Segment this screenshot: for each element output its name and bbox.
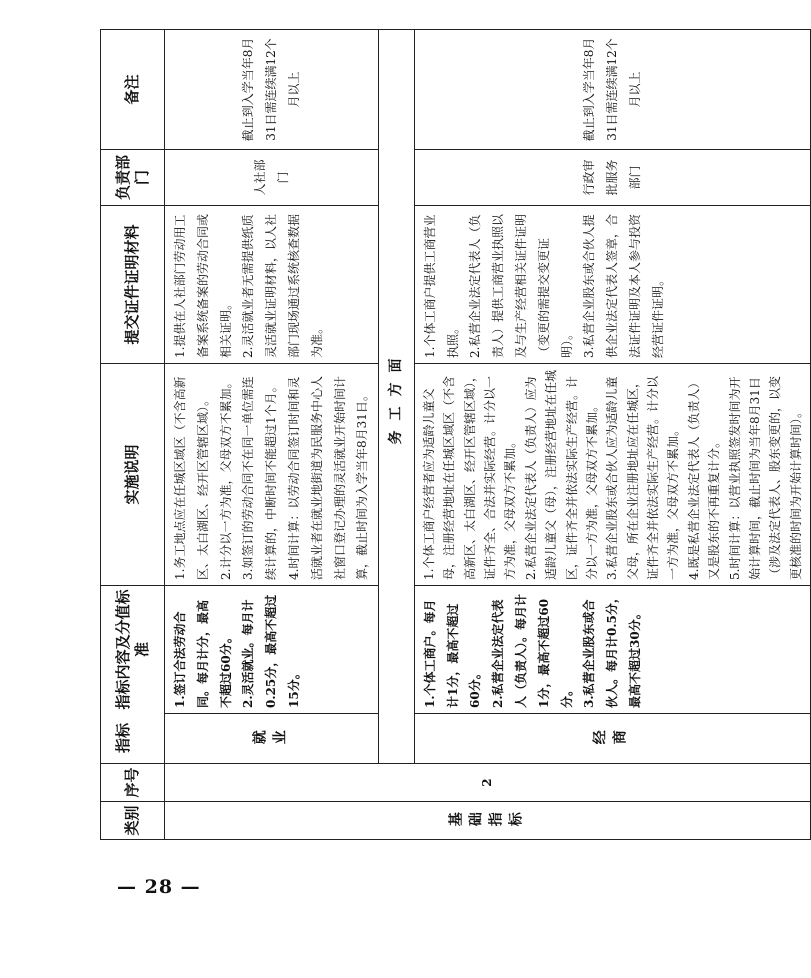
materials-cell <box>414 205 810 363</box>
materials-item: 1.个体工商户提供工商营业执照。 <box>422 214 460 358</box>
department-cell <box>414 149 810 205</box>
description-item: 3.私营企业股东或合伙人应为适龄儿童父母，所在企业注册地址应在任城区，证件齐全并依法实际生产经营。计分以一方为准，父母双方不累加。 <box>605 375 681 580</box>
indicator-group-cell <box>379 29 415 763</box>
department-text: 行政审批服务部门 <box>582 159 642 196</box>
remarks-cell <box>165 29 379 149</box>
description-item: 1.个体工商户经营者应为适龄儿童父母，注册经营地址在任城区域区（不含高新区、太白湖区、经开区管辖区域），证件齐全、合法并实际经营。计分以一方为准，父母双方不累加。 <box>421 369 518 580</box>
materials-item: 2.私营企业法定代表人（负责人）提供工商营业执照以及与生产经营相关证件证明（变更的需提交变更证明）。 <box>468 213 574 358</box>
materials-cell <box>165 205 379 363</box>
content-cell <box>165 585 379 713</box>
materials-item: 1.提供在人社部门劳动用工备案系统备案的劳动合同或相关证明。 <box>173 213 233 358</box>
header-description: 实施说明 <box>101 363 165 585</box>
description-item: 4.时间计算：以劳动合同签订时间和灵活就业者在就业地街道为民服务中心人社窗口登记办理的灵活就业开始时间计算，截止时间为入学当年8月31日。 <box>286 375 370 580</box>
department-cell <box>165 149 379 205</box>
description-item: 3.如签订的劳动合同不在同一单位需连续计算的，中断时间不能超过1个月。 <box>241 376 279 580</box>
header-indicator-label: 指标 <box>113 723 132 754</box>
header-indicator <box>101 585 165 763</box>
content-item: 3.私营企业股东或合伙人。每月计0.5分，最高不超过30分。 <box>582 591 642 708</box>
description-item: 5.时间计算：以营业执照签发时间为开始计算时间，截止时间为当年8月31日（涉及法定代表人、股东变更的，以变更核准的时间为开始计算时间）。 <box>727 375 803 580</box>
department-text: 人社部门 <box>252 159 290 196</box>
indicator-cell <box>414 714 810 764</box>
table-row-employment <box>165 29 379 839</box>
description-cell <box>165 363 379 585</box>
indicator-text: 就业 <box>251 730 292 747</box>
header-category: 类别 <box>101 802 165 840</box>
header-remarks: 备注 <box>101 29 165 149</box>
indicator-group-text: 务工方面 <box>388 348 405 445</box>
description-item: 1.务工地点应在任城区域区（不含高新区、太白湖区、经开区管辖区域）。 <box>173 376 210 580</box>
description-item: 2.计分以一方为准，父母双方不累加。 <box>218 376 233 580</box>
group-row <box>379 29 415 839</box>
content-item: 2.私营企业法定代表人（负责人）。每月计1分，最高不超过60分。 <box>491 593 574 708</box>
rotated-table-container <box>100 30 803 840</box>
content-item: 1.签订合法劳动合同。每月计分，最高不超过60分。 <box>173 599 233 708</box>
header-serial: 序号 <box>101 764 165 802</box>
header-row <box>101 29 165 839</box>
remarks-cell <box>414 29 810 149</box>
serial-cell <box>165 764 811 802</box>
content-item: 1.个体工商户。每月计1分，最高不超过60分。 <box>422 599 483 708</box>
materials-item: 2.灵活就业者无需提供纸质灵活就业证明材料，以人社部门现场通过系统核查数据为准。 <box>241 213 324 358</box>
serial-text: 2 <box>480 778 495 787</box>
category-text: 基础指标 <box>447 812 528 829</box>
table-row-business <box>414 29 810 839</box>
remarks-text: 截止到入学当年8月31日需连续满12个月以上 <box>582 37 642 142</box>
header-materials: 提交证件证明材料 <box>101 205 165 363</box>
indicator-text: 经商 <box>592 730 633 747</box>
indicator-table <box>100 29 811 840</box>
description-item: 4.既是私营企业法定代表人（负责人）又是股东的不再重复计分。 <box>686 376 722 580</box>
page-number: — 28 — <box>117 876 201 898</box>
header-content-label: 指标内容及分值标准 <box>113 589 151 710</box>
category-cell <box>165 802 811 840</box>
content-item: 2.灵活就业。每月计0.25分，最高不超过15分。 <box>241 594 301 708</box>
content-cell <box>414 585 810 713</box>
indicator-cell <box>165 714 379 764</box>
header-department: 负责部门 <box>101 149 165 205</box>
materials-item: 3.私营企业股东或合伙人提供企业法定代表人签章，合法证件证明及本人参与投资经营证件证明。 <box>582 213 665 358</box>
remarks-text: 截止到入学当年8月31日需连续满12个月以上 <box>241 37 301 142</box>
description-cell <box>414 363 810 585</box>
description-item: 2.私营企业法定代表人（负责人）应为适龄儿童父（母），注册经营地址在任城区，证件齐全并依法实际生产经营。计分以一方为准，父母双方不累加。 <box>523 369 599 580</box>
